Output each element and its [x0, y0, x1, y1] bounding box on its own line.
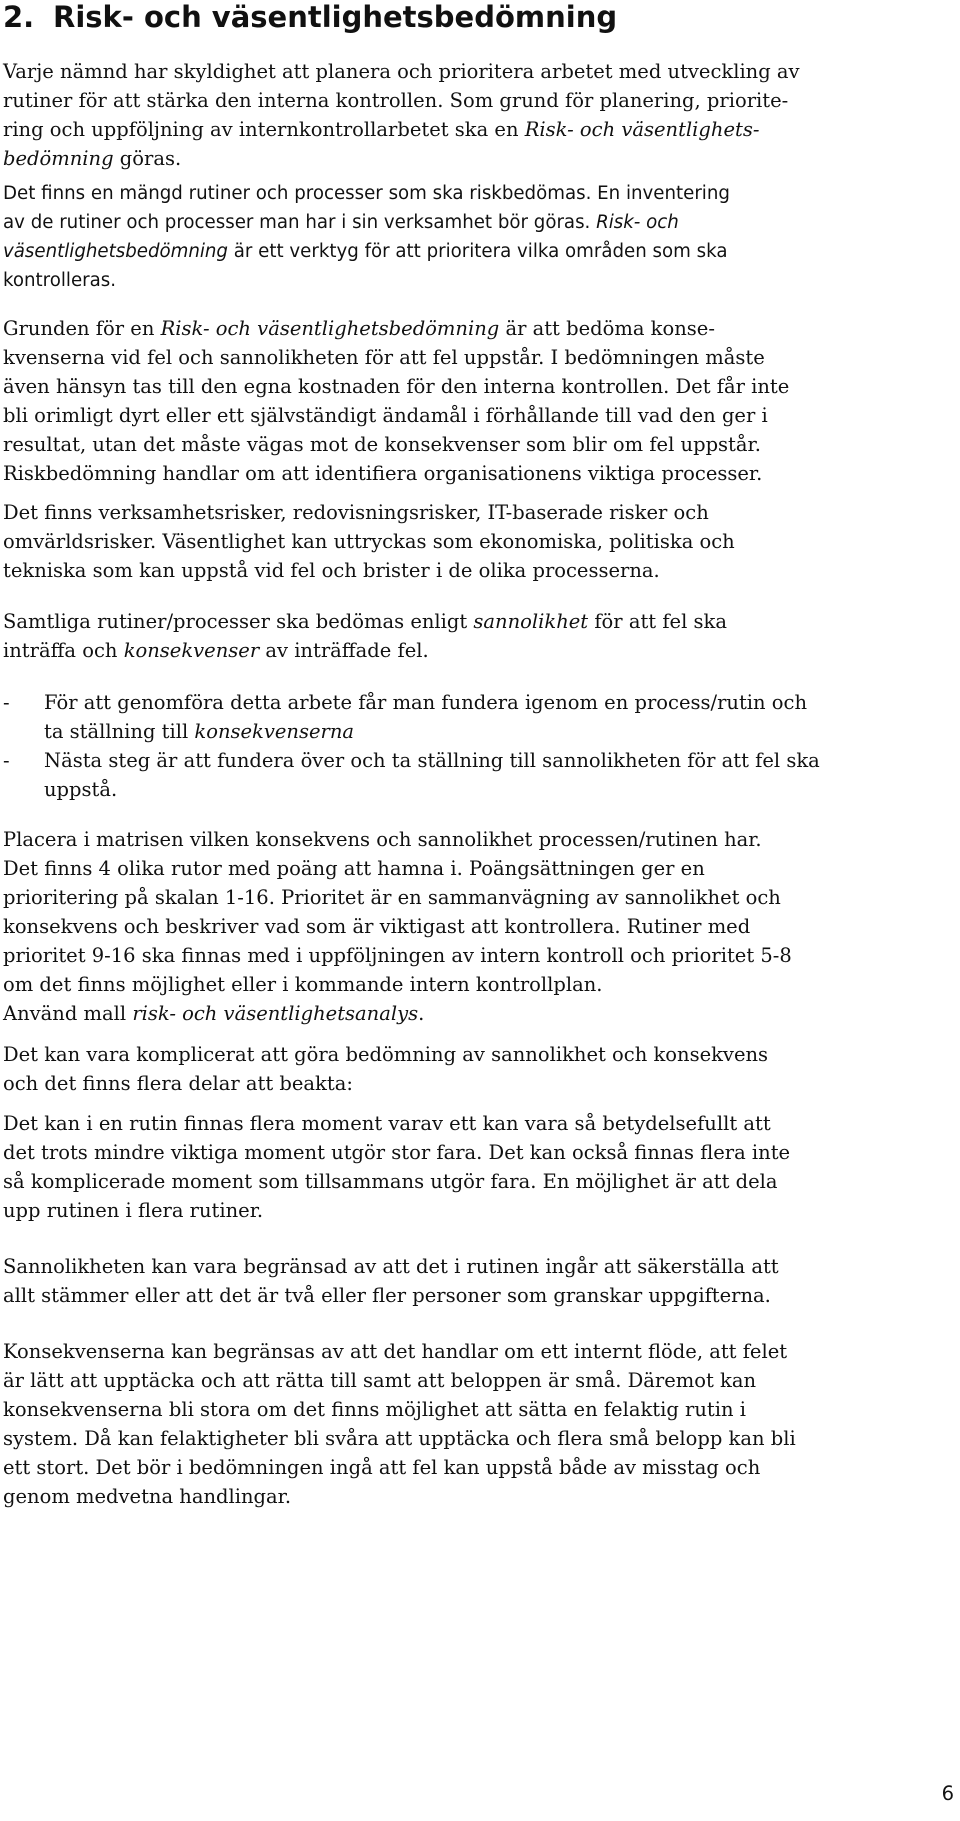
- bullet-list: [3, 688, 953, 804]
- text-run: En inventering: [591, 183, 730, 204]
- text-run: för att fel ska: [588, 610, 727, 633]
- paragraph-6: [3, 825, 953, 1028]
- text-line: Det kan i en rutin finnas flera moment varav ett kan vara så betydelsefullt att: [3, 1112, 771, 1135]
- text-line: omvärldsrisker. Väsentlighet kan uttryckas som ekonomiska, politiska och: [3, 530, 735, 553]
- italic-term: konsekvenser: [123, 639, 260, 662]
- text-run: Grunden för en: [3, 317, 161, 340]
- text-line: [3, 179, 953, 208]
- text-run: ring och uppföljning av internkontrollarbetet ska en: [3, 118, 525, 141]
- text-line: är lätt att upptäcka och att rätta till samt att beloppen är små. Däremot kan: [3, 1369, 756, 1392]
- text-run: av de rutiner och processer man har i sin verksamhet bör göras.: [3, 212, 591, 233]
- text-line: rutiner för att stärka den interna kontrollen. Som grund för planering, priorite-: [3, 89, 789, 112]
- text-line: genom medvetna handlingar.: [3, 1485, 292, 1508]
- paragraph-5: [3, 607, 953, 665]
- text-line: Det finns 4 olika rutor med poäng att hamna i. Poängsättningen ger en: [3, 857, 705, 880]
- text-line: [3, 999, 953, 1028]
- dash-marker: -: [3, 749, 10, 772]
- text-line: [3, 115, 953, 144]
- paragraph-9: [3, 1252, 953, 1310]
- text-run: För att genomföra detta arbete får man fundera igenom en process/rutin och: [44, 691, 808, 714]
- text-line: [3, 144, 953, 173]
- page-number: 6: [941, 1782, 954, 1805]
- paragraph-2: [3, 179, 953, 295]
- text-run: Nästa steg är att fundera över och ta ställning till sannolikheten för att fel ska: [44, 749, 820, 772]
- text-line: Riskbedömning handlar om att identifiera organisationens viktiga processer.: [3, 462, 763, 485]
- text-line: [3, 636, 953, 665]
- list-item-continuation: [3, 717, 953, 746]
- italic-term: väsentlighetsbedömning: [3, 241, 228, 262]
- text-line: och det finns flera delar att beakta:: [3, 1072, 353, 1095]
- text-line: [3, 607, 953, 636]
- paragraph-1: [3, 57, 953, 173]
- text-line: det trots mindre viktiga moment utgör stor fara. Det kan också finnas flera inte: [3, 1141, 791, 1164]
- paragraph-8: [3, 1109, 953, 1225]
- text-line: resultat, utan det måste vägas mot de konsekvenser som blir om fel uppstår.: [3, 433, 761, 456]
- text-line: ett stort. Det bör i bedömningen ingå att fel kan uppstå både av misstag och: [3, 1456, 761, 1479]
- text-line: konsekvens och beskriver vad som är viktigast att kontrollera. Rutiner med: [3, 915, 751, 938]
- text-run: inträffa och: [3, 639, 124, 662]
- text-line: Det kan vara komplicerat att göra bedömning av sannolikhet och konsekvens: [3, 1043, 769, 1066]
- text-run: av inträffade fel.: [259, 639, 429, 662]
- text-run: .: [418, 1002, 425, 1025]
- italic-term: bedömning: [3, 147, 114, 170]
- text-line: även hänsyn tas till den egna kostnaden för den interna kontrollen. Det får inte: [3, 375, 790, 398]
- text-line: upp rutinen i flera rutiner.: [3, 1199, 264, 1222]
- text-run: Det finns en mängd rutiner och processer som ska riskbedömas.: [3, 183, 592, 204]
- italic-term: sannolikhet: [473, 610, 589, 633]
- paragraph-4: [3, 498, 953, 585]
- text-line: Det finns verksamhetsrisker, redovisningsrisker, IT-baserade risker och: [3, 501, 709, 524]
- italic-term: Risk- och väsentlighets-: [524, 118, 760, 141]
- text-run: Samtliga rutiner/processer ska bedömas enligt: [3, 610, 474, 633]
- paragraph-7: [3, 1040, 953, 1098]
- text-run: kvenserna vid fel och sannolikheten för att fel uppstår.: [3, 346, 545, 369]
- text-line: prioritering på skalan 1-16. Prioritet är en sammanvägning av sannolikhet och: [3, 886, 781, 909]
- text-line: [3, 208, 953, 237]
- text-run: göras.: [113, 147, 182, 170]
- italic-term: Risk- och väsentlighetsbedömning: [160, 317, 500, 340]
- text-line: bli orimligt dyrt eller ett självständigt ändamål i förhållande till vad den ger i: [3, 404, 768, 427]
- text-line: så komplicerade moment som tillsammans utgör fara. En möjlighet är att dela: [3, 1170, 778, 1193]
- text-line: Konsekvenserna kan begränsas av att det handlar om ett internt flöde, att felet: [3, 1340, 788, 1363]
- italic-term: risk- och väsentlighetsanalys: [132, 1002, 419, 1025]
- italic-term: Risk- och: [590, 212, 679, 233]
- text-run: I bedömningen måste: [544, 346, 765, 369]
- text-run: är ett verktyg för att prioritera vilka områden som ska: [227, 241, 728, 262]
- paragraph-3: [3, 314, 953, 488]
- text-line: [3, 343, 953, 372]
- text-line: kontrolleras.: [3, 270, 117, 291]
- text-line: prioritet 9-16 ska finnas med i uppföljningen av intern kontroll och prioritet 5-8: [3, 944, 792, 967]
- section-title: Risk- och väsentlighetsbedömning: [53, 0, 618, 34]
- section-number: 2.: [3, 0, 35, 34]
- text-line: tekniska som kan uppstå vid fel och brister i de olika processerna.: [3, 559, 660, 582]
- text-line: system. Då kan felaktigheter bli svåra att upptäcka och flera små belopp kan bli: [3, 1427, 796, 1450]
- text-run: är att bedöma konse-: [499, 317, 715, 340]
- list-item: [3, 688, 953, 717]
- italic-term: konsekvenserna: [194, 720, 355, 743]
- text-line: [3, 237, 953, 266]
- text-line: Sannolikheten kan vara begränsad av att det i rutinen ingår att säkerställa att: [3, 1255, 779, 1278]
- text-line: konsekvenserna bli stora om det finns möjlighet att sätta en felaktig rutin i: [3, 1398, 746, 1421]
- dash-marker: -: [3, 691, 10, 714]
- text-line: Varje nämnd har skyldighet att planera och prioritera arbetet med utveckling av: [3, 60, 800, 83]
- paragraph-10: [3, 1337, 953, 1511]
- text-run: ta ställning till: [44, 720, 195, 743]
- list-item: [3, 746, 953, 775]
- list-item-continuation: uppstå.: [44, 778, 118, 801]
- text-line: [3, 314, 953, 343]
- text-line: om det finns möjlighet eller i kommande intern kontrollplan.: [3, 973, 603, 996]
- text-line: Placera i matrisen vilken konsekvens och sannolikhet processen/rutinen har.: [3, 828, 762, 851]
- text-run: Använd mall: [3, 1002, 133, 1025]
- section-heading: [3, 0, 617, 34]
- text-line: allt stämmer eller att det är två eller fler personer som granskar uppgifterna.: [3, 1284, 771, 1307]
